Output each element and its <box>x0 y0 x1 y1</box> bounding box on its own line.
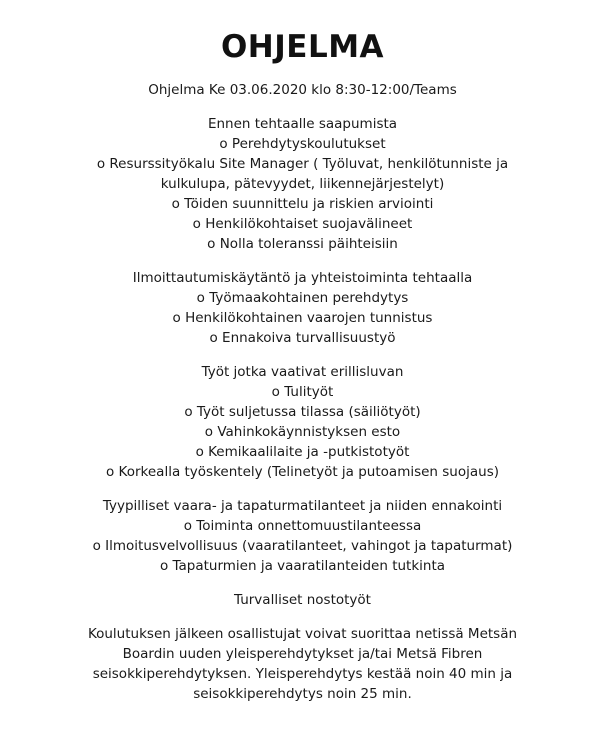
section-permit-work <box>0 362 605 482</box>
section-before-arrival <box>0 114 605 254</box>
section-item: kulkulupa, pätevyydet, liikennejärjestelyt) <box>160 176 445 192</box>
section-registration <box>0 268 605 348</box>
section-item: o Ilmoitusvelvollisuus (vaaratilanteet, vahingot ja tapaturmat) <box>92 538 513 554</box>
section-item: o Vahinkokäynnistyksen esto <box>204 424 401 440</box>
section-lifting <box>0 590 605 610</box>
section-heading: Ilmoittautumiskäytäntö ja yhteistoiminta tehtaalla <box>132 270 473 286</box>
section-heading: Työt jotka vaativat erillisluvan <box>201 364 404 380</box>
program-subtitle: Ohjelma Ke 03.06.2020 klo 8:30-12:00/Teams <box>148 82 457 98</box>
section-item: o Työt suljetussa tilassa (säiliötyöt) <box>184 404 421 420</box>
section-item: o Henkilökohtainen vaarojen tunnistus <box>172 310 433 326</box>
section-item: o Töiden suunnittelu ja riskien arviointi <box>171 196 434 212</box>
section-heading: Tyypilliset vaara- ja tapaturmatilanteet ja niiden ennakointi <box>102 498 503 514</box>
page-title: OHJELMA <box>220 29 385 65</box>
section-hazards <box>0 496 605 576</box>
section-item: o Nolla toleranssi päihteisiin <box>207 236 398 252</box>
section-item: o Työmaakohtainen perehdytys <box>196 290 409 306</box>
section-item: o Tapaturmien ja vaaratilanteiden tutkinta <box>159 558 446 574</box>
section-heading: Turvalliset nostotyöt <box>234 592 371 608</box>
section-item: o Resurssityökalu Site Manager ( Työluvat, henkilötunniste ja <box>96 156 509 172</box>
section-item: o Perehdytyskoulutukset <box>219 136 386 152</box>
closing-paragraph: Koulutuksen jälkeen osallistujat voivat suorittaa netissä Metsän Boardin uuden yleisperehdytykset ja/tai Metsä Fibren seisokkiperehdytyksen. Yleisperehdytys kestää noin 40 min ja seisokkiperehdytys noin 25 min. <box>87 626 518 702</box>
section-item: o Korkealla työskentely (Telinetyöt ja putoamisen suojaus) <box>105 464 500 480</box>
section-item: o Tulityöt <box>271 384 334 400</box>
section-heading: Ennen tehtaalle saapumista <box>207 116 398 132</box>
section-item: o Kemikaalilaite ja -putkistotyöt <box>195 444 410 460</box>
section-item: o Ennakoiva turvallisuustyö <box>209 330 396 346</box>
section-item: o Henkilökohtaiset suojavälineet <box>192 216 413 232</box>
section-item: o Toiminta onnettomuustilanteessa <box>183 518 422 534</box>
